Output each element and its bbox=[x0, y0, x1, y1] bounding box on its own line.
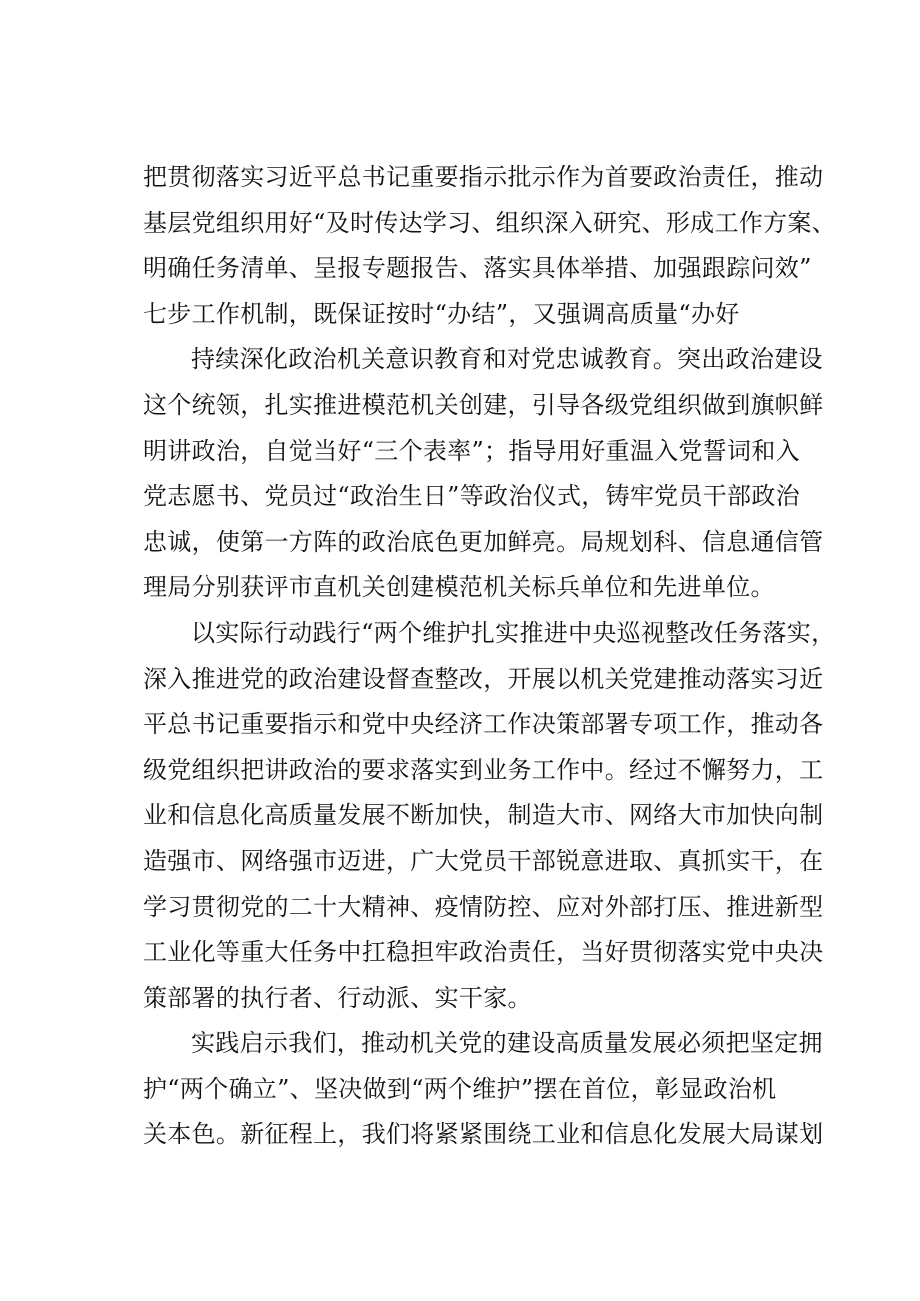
paragraph-line: 这个统领，扎实推进模范机关创建，引导各级党组织做到旗帜鲜 bbox=[143, 390, 824, 419]
paragraph-line: 忠诚，使第一方阵的政治底色更加鲜亮。局规划科、信息通信管 bbox=[143, 527, 824, 556]
paragraph-line: 平总书记重要指示和党中央经济工作决策部署专项工作，推动各 bbox=[143, 710, 824, 739]
document-body bbox=[143, 155, 836, 1158]
paragraph-line: 明确任务清单、呈报专题报告、落实具体举措、加强跟踪问效” bbox=[143, 254, 812, 283]
paragraph-line: 明讲政治，自觉当好“三个表率”；指导用好重温入党誓词和入 bbox=[143, 436, 800, 465]
paragraph-line: 七步工作机制，既保证按时“办结”，又强调高质量“办好 bbox=[143, 299, 740, 328]
paragraph-line: 工业化等重大任务中扛稳担牢政治责任，当好贯彻落实党中央决 bbox=[143, 938, 824, 967]
paragraph-line: 关本色。新征程上，我们将紧紧围绕工业和信息化发展大局谋划 bbox=[143, 1120, 824, 1149]
paragraph-line: 理局分别获评市直机关创建模范机关标兵单位和先进单位。 bbox=[143, 573, 775, 602]
paragraph-line: 基层党组织用好“及时传达学习、组织深入研究、形成工作方案、 bbox=[143, 208, 836, 237]
paragraph-line: 级党组织把讲政治的要求落实到业务工作中。经过不懈努力，工 bbox=[143, 755, 824, 784]
paragraph-first-line: 持续深化政治机关意识教育和对党忠诚教育。突出政治建设 bbox=[191, 345, 823, 374]
paragraph-line: 学习贯彻党的二十大精神、疫情防控、应对外部打压、推进新型 bbox=[143, 892, 824, 921]
paragraph-line: 业和信息化高质量发展不断加快，制造大市、网络大市加快向制 bbox=[143, 801, 824, 830]
paragraph-line: 党志愿书、党员过“政治生日”等政治仪式，铸牢党员干部政治 bbox=[143, 482, 800, 511]
paragraph-line: 策部署的执行者、行动派、实干家。 bbox=[143, 983, 532, 1012]
paragraph-line: 护“两个确立”、坚决做到“两个维护”摆在首位，彰显政治机 bbox=[143, 1074, 777, 1103]
paragraph-first-line: 以实际行动践行“两个维护扎实推进中央巡视整改任务落实， bbox=[191, 618, 836, 647]
paragraph-line: 把贯彻落实习近平总书记重要指示批示作为首要政治责任，推动 bbox=[143, 163, 824, 191]
paragraph-first-line: 实践启示我们，推动机关党的建设高质量发展必须把坚定拥 bbox=[191, 1029, 823, 1058]
paragraph-line: 造强市、网络强市迈进，广大党员干部锐意进取、真抓实干，在 bbox=[143, 846, 824, 875]
paragraph-line: 深入推进党的政治建设督查整改，开展以机关党建推动落实习近 bbox=[143, 664, 824, 693]
